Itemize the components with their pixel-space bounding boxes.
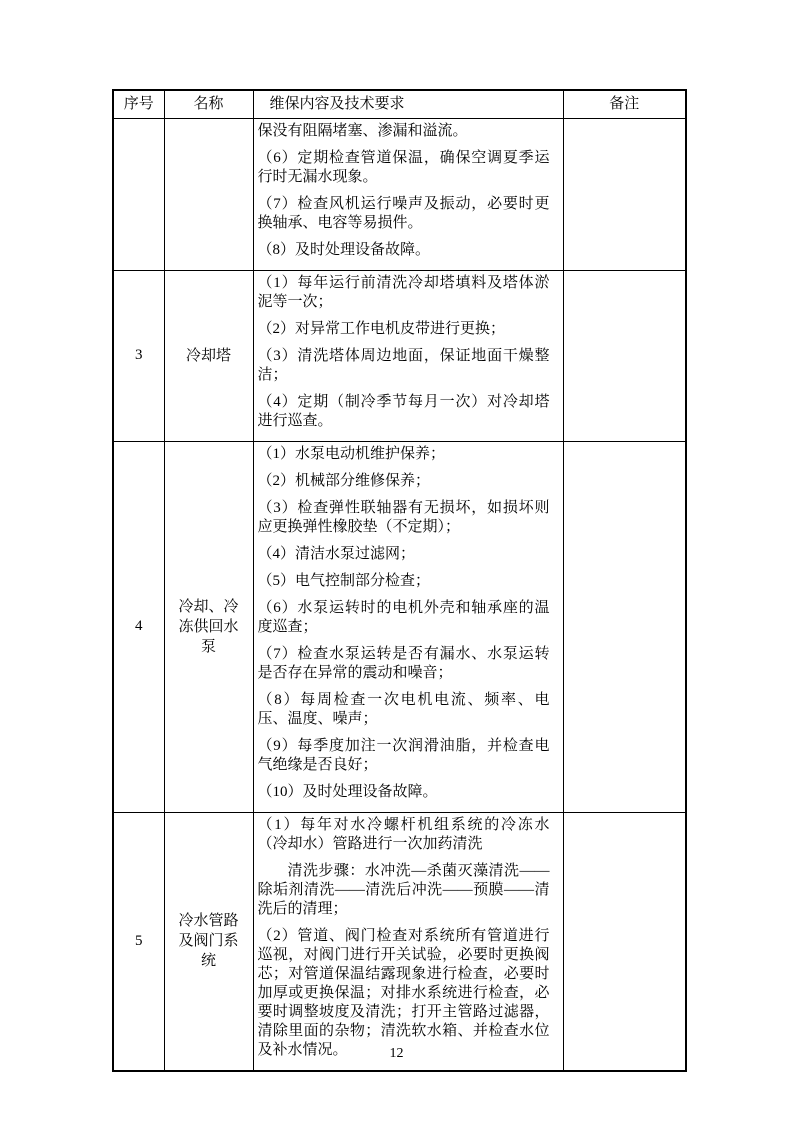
- remark-cell: [563, 812, 686, 1071]
- maintenance-content-cell: [253, 118, 563, 270]
- maintenance-item: 保没有阻隔堵塞、渗漏和溢流。: [257, 122, 468, 139]
- equipment-name-cell: 冷水管路及阀门系统: [164, 812, 253, 1071]
- maintenance-item: （5）电气控制部分检查；: [257, 572, 431, 589]
- maintenance-item: （10）及时处理设备故障。: [257, 783, 438, 800]
- page-number: 12: [389, 1046, 404, 1061]
- row-number-cell: 5: [113, 812, 164, 1071]
- table-row: [113, 118, 686, 270]
- maintenance-item: （8）每周检查一次电机电流、频率、电压、温度、噪声；: [257, 691, 550, 727]
- table-row: [113, 812, 686, 1071]
- maintenance-content-cell: [253, 270, 563, 441]
- maintenance-item: （1）每年对水冷螺杆机组系统的冷冻水（冷却水）管路进行一次加药清洗: [257, 816, 550, 852]
- maintenance-item: （2）对异常工作电机皮带进行更换；: [257, 320, 506, 337]
- maintenance-item: （4）清洁水泵过滤网；: [257, 545, 416, 562]
- header-serial-number: 序号: [113, 90, 164, 118]
- header-name: 名称: [164, 90, 253, 118]
- row-number-cell: 3: [113, 270, 164, 441]
- maintenance-item: （8）及时处理设备故障。: [257, 241, 431, 258]
- equipment-name-cell: [164, 118, 253, 270]
- maintenance-item: （9）每季度加注一次润滑油脂，并检查电气绝缘是否良好；: [257, 737, 550, 773]
- maintenance-table: [112, 89, 687, 1072]
- maintenance-item: （1）每年运行前清洗冷却塔填料及塔体淤泥等一次；: [257, 274, 550, 310]
- maintenance-item: （1）水泵电动机维护保养；: [257, 445, 446, 462]
- maintenance-item: （3）检查弹性联轴器有无损坏，如损坏则应更换弹性橡胶垫（不定期）；: [257, 499, 550, 535]
- equipment-name-cell: 冷却、冷冻供回水泵: [164, 441, 253, 812]
- maintenance-item: 清洗步骤：水冲洗—杀菌灭藻清洗——除垢剂清洗——清洗后冲洗——预膜——清洗后的清理；: [257, 862, 550, 917]
- header-remark: 备注: [563, 90, 686, 118]
- row-number-cell: [113, 118, 164, 270]
- maintenance-item: （6）定期检查管道保温，确保空调夏季运行时无漏水现象。: [257, 149, 550, 185]
- table-row: [113, 270, 686, 441]
- equipment-name-cell: 冷却塔: [164, 270, 253, 441]
- maintenance-item: （6）水泵运转时的电机外壳和轴承座的温度巡查；: [257, 599, 550, 635]
- remark-cell: [563, 441, 686, 812]
- maintenance-content-cell: [253, 441, 563, 812]
- table-header-row: [113, 90, 686, 118]
- maintenance-item: （3）清洗塔体周边地面，保证地面干燥整洁；: [257, 347, 550, 383]
- maintenance-item: （2）机械部分维修保养；: [257, 472, 431, 489]
- remark-cell: [563, 118, 686, 270]
- maintenance-item: （7）检查风机运行噪声及振动，必要时更换轴承、电容等易损件。: [257, 195, 550, 231]
- maintenance-item: （7）检查水泵运转是否有漏水、水泵运转是否存在异常的震动和噪音；: [257, 645, 550, 681]
- maintenance-item: （4）定期（制冷季节每月一次）对冷却塔进行巡查。: [257, 393, 550, 429]
- remark-cell: [563, 270, 686, 441]
- table-body: [113, 118, 686, 1071]
- maintenance-content-cell: [253, 812, 563, 1071]
- maintenance-item: （2）管道、阀门检查对系统所有管道进行巡视，对阀门进行开关试验，必要时更换阀芯；对管道保温结露现象进行检查，必要时加厚或更换保温；对排水系统进行检查，必要时调整坡度及清洗；打开主管路过滤器，清除里面的杂物；清洗软水箱、并检查水位及补水情况。: [257, 927, 550, 1058]
- header-maintenance-content: 维保内容及技术要求: [253, 90, 563, 118]
- row-number-cell: 4: [113, 441, 164, 812]
- table-row: [113, 441, 686, 812]
